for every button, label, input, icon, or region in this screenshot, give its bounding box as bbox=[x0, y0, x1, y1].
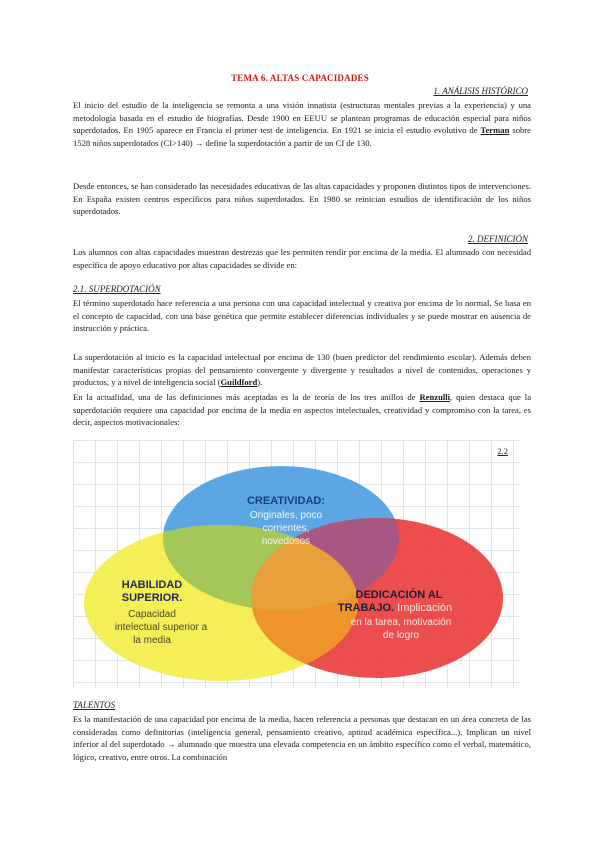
author-name-guildford: Guildford bbox=[220, 377, 258, 388]
paragraph-superdotacion-3 bbox=[73, 391, 531, 429]
habilidad-line-3: la media bbox=[133, 635, 171, 646]
paragraph-superdotacion-1: El término superdotado hace referencia a una persona con una capacidad intelectual y creativa por encima de lo normal. Se basa en el concepto de capacidad, con una base genética que permite establecer diferencias individuales y se puede mostrar en ausencia de instrucción y práctica. bbox=[73, 298, 531, 334]
paragraph-text: , quien destaca que la superdotación requiere una capacidad por encima de la media en aspectos intelectuales, creatividad y compromiso con la tarea, es decir, aspectos motivacionales: bbox=[73, 392, 532, 428]
paragraph-definicion: Los alumnos con altas capacidades muestran destrezas que les permiten rendir por encima de la media. El alumnado con necesidad específica de apoyo educativo por altas capacidades se divide en: bbox=[73, 247, 531, 270]
dedicacion-title-1: DEDICACIÓN AL bbox=[355, 589, 443, 601]
paragraph-text: La superdotación al inicio es la capacidad intelectual por encima de 130 (buen predictor del rendimiento escolar). Además deben manifestar características propias del pensamiento convergente y divergente y resultados a nivel de contenidos, operaciones y productos, y a nivel de inteligencia social ( bbox=[73, 352, 531, 388]
section-heading-talentos: TALENTOS bbox=[73, 700, 116, 710]
paragraph-talentos: Es la manifestación de una capacidad por encima de la media, hacen referencia a personas que destacan en un área concreta de las consideradas como definitorias (inteligencia general, pensamiento creativo, aptitud académica específica...). Implican un nivel inferior al del superdotado → alumnado que muestra una elevada competencia en un ámbito específico como el verbal, matemático, lógico, creativo, entre otros. La combinación bbox=[73, 714, 531, 762]
dedicacion-title-line-2 bbox=[338, 602, 452, 614]
habilidad-title-1: HABILIDAD bbox=[121, 579, 183, 591]
dedicacion-line-1: en la tarea, motivación bbox=[350, 617, 452, 628]
author-name-renzulli: Renzulli bbox=[419, 392, 451, 402]
paragraph-text: sobre 1528 niños superdotados (CI>140) → define la superdotación a partir de un CI de 130. bbox=[73, 125, 531, 148]
diagram-section-label: 2.2 bbox=[497, 446, 508, 456]
paragraph-superdotacion-2 bbox=[73, 351, 531, 389]
creatividad-line-3: novedosos bbox=[261, 536, 311, 547]
creatividad-line-1: Originales, poco bbox=[249, 510, 323, 521]
section-heading-definicion: 2. DEFINICIÓN bbox=[468, 234, 528, 244]
dedicacion-line-2: de logro bbox=[382, 630, 420, 641]
habilidad-line-1: Capacidad bbox=[128, 609, 176, 620]
three-rings-diagram bbox=[73, 440, 520, 688]
paragraph-historico-1 bbox=[73, 99, 531, 149]
document-title: TEMA 6. ALTAS CAPACIDADES bbox=[231, 73, 369, 83]
paragraph-text: El inicio del estudio de la inteligencia se remonta a una visión innatista (estructuras mentales previas a la experiencia) y una metodología basada en el estudio de biografías. Desde 1900 en EEUU se plantean programas de educación especial para niños superdotados. En 1905 aparece en Francia el primer test de inteligencia. En 1921 se inicia el estudio evolutivo de bbox=[73, 100, 531, 136]
venn-diagram-svg bbox=[73, 440, 520, 688]
dedicacion-title-2: TRABAJO. bbox=[337, 602, 395, 614]
habilidad-line-2: intelectual superior a bbox=[114, 622, 208, 633]
paragraph-historico-2: Desde entonces, se han considerado las necesidades educativas de las altas capacidades y proponen distintos tipos de intervenciones. En España existen centros específicos para niños superdotados. En 1980 se reinician estudios de identificación de los niños superdotados. bbox=[73, 181, 531, 217]
dedicacion-title-suffix: Implicación bbox=[394, 602, 453, 614]
habilidad-title-2: SUPERIOR. bbox=[121, 592, 183, 604]
author-name-terman: Terman bbox=[480, 125, 510, 136]
section-heading-historico: 1. ANÁLISIS HISTÓRICO bbox=[433, 86, 528, 96]
paragraph-text: En la actualidad, una de las definiciones más aceptadas es la de teoría de los tres anillos de bbox=[73, 392, 420, 402]
creatividad-line-2: corrientes, bbox=[262, 523, 310, 534]
creatividad-title: CREATIVIDAD: bbox=[246, 495, 326, 507]
paragraph-text: ). bbox=[257, 377, 263, 388]
section-heading-superdotacion: 2.1. SUPERDOTACIÓN bbox=[73, 284, 161, 294]
